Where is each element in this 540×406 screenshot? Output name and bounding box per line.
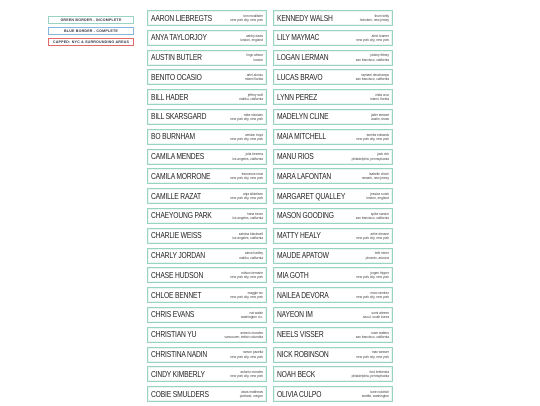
location-line-1: alexi kramer [371, 33, 389, 38]
location-line-2: seattle, washington [361, 394, 389, 399]
location-line-2: malibu, california [239, 255, 263, 260]
location-line-2: new york city, new york [356, 295, 389, 300]
location-line-1: antonio morales [240, 330, 263, 335]
character-location [356, 350, 389, 358]
character-location [356, 291, 389, 299]
character-name: ANYA TAYLORJOY [151, 33, 207, 43]
location-line-2: new york city, new york [230, 275, 263, 280]
location-line-2: philadelphia, pennsylvania [351, 156, 389, 161]
character-card[interactable] [147, 89, 267, 105]
location-line-1: weston boyd [245, 132, 263, 137]
character-location [360, 14, 389, 22]
character-name: NAYEON IM [277, 310, 313, 320]
character-name: MIA GOTH [277, 270, 309, 280]
location-line-1: marc ramirez [370, 290, 389, 295]
character-location [241, 311, 263, 319]
character-name: BENITO OCASIO [151, 72, 202, 82]
character-name: MANU RIOS [277, 152, 314, 162]
character-location [362, 172, 389, 180]
character-location [232, 232, 263, 240]
location-line-2: san francisco, california [355, 77, 389, 82]
character-location [225, 331, 263, 339]
location-line-2: london, england [366, 196, 389, 201]
character-name: MAIA MITCHELL [277, 132, 326, 142]
character-card[interactable] [147, 149, 267, 165]
card-column-right [273, 10, 393, 406]
location-line-2: san francisco, california [355, 334, 389, 339]
character-name: LILY MAYMAC [277, 33, 320, 43]
character-card[interactable] [147, 327, 267, 343]
location-line-1: lingo wilson [246, 53, 263, 58]
character-location [230, 14, 263, 22]
location-line-1: rowe walters [371, 330, 389, 335]
character-location [356, 212, 389, 220]
character-location [239, 93, 263, 101]
character-name: CHRIS EVANS [151, 310, 195, 320]
location-line-1: maggie wu [247, 290, 263, 295]
character-name: CAMILA MENDES [151, 152, 205, 162]
location-line-1: raphael deschamps [361, 73, 389, 78]
character-location [230, 271, 263, 279]
location-line-2: phoenix, arizona [365, 255, 389, 260]
character-name: LUCAS BRAVO [277, 72, 323, 82]
character-card[interactable] [273, 208, 393, 224]
character-location [356, 232, 389, 240]
location-line-1: jeffrey wolf [247, 92, 263, 97]
character-name: MATTY HEALY [277, 231, 321, 241]
character-name: CAMILLE RAZAT [151, 191, 201, 201]
character-name: MADELYN CLINE [277, 112, 329, 122]
location-line-1: izzie roddrich [370, 389, 389, 394]
location-line-1: antonio morales [240, 370, 263, 375]
character-name: CHLOE BENNET [151, 290, 202, 300]
character-card[interactable] [273, 168, 393, 184]
character-card[interactable] [273, 347, 393, 363]
character-location [356, 73, 389, 81]
location-line-2: miami, florida [370, 97, 389, 102]
location-line-1: isabelle clinch [369, 172, 389, 177]
location-line-2: san francisco, california [355, 215, 389, 220]
character-name: CINDY KIMBERLY [151, 369, 205, 379]
character-name: NOAH BECK [277, 369, 316, 379]
location-line-2: vancouver, british columbia [224, 334, 263, 339]
location-line-1: jessica roush [370, 191, 389, 196]
character-card[interactable] [147, 287, 267, 303]
character-card[interactable] [273, 287, 393, 303]
character-location [366, 192, 389, 200]
character-location [356, 133, 389, 141]
character-card[interactable] [147, 168, 267, 184]
character-card[interactable] [147, 129, 267, 145]
location-line-2: new york city, new york [230, 295, 263, 300]
character-name: BILL HADER [151, 92, 189, 102]
character-card[interactable] [147, 109, 267, 125]
character-location [230, 192, 263, 200]
character-name: AARON LIEBREGTS [151, 13, 212, 23]
character-name: LOGAN LERMAN [277, 53, 329, 63]
character-location [370, 93, 389, 101]
character-location [232, 212, 263, 220]
character-card[interactable] [273, 228, 393, 244]
location-line-2: san francisco, california [355, 57, 389, 62]
character-card[interactable] [273, 386, 393, 402]
character-card[interactable] [147, 366, 267, 382]
character-card[interactable] [273, 109, 393, 125]
character-name: MASON GOODING [277, 211, 334, 221]
legend-red-capped: CAPPED: NYC & SURROUNDING AREAS [48, 38, 134, 46]
character-card[interactable] [273, 69, 393, 85]
character-name: NEELS VISSER [277, 330, 324, 340]
location-line-2: malibu, california [239, 97, 263, 102]
character-card[interactable] [273, 327, 393, 343]
location-line-1: sumi ahreen [371, 310, 389, 315]
character-card[interactable] [273, 149, 393, 165]
character-card[interactable] [273, 129, 393, 145]
location-line-2: new york city, new york [230, 136, 263, 141]
location-line-1: anja sikkelsen [242, 191, 263, 196]
character-card[interactable] [147, 307, 267, 323]
character-name: COBIE SMULDERS [151, 389, 209, 399]
character-location [230, 133, 263, 141]
location-line-2: new york city, new york [356, 37, 389, 42]
location-line-2: miami florida [244, 77, 263, 82]
character-location [371, 113, 389, 121]
location-line-1: tom mcallister [243, 13, 263, 18]
character-card[interactable] [273, 267, 393, 283]
character-name: MARGARET QUALLEY [277, 191, 346, 201]
location-line-2: new york city, new york [230, 354, 263, 359]
character-location [239, 251, 263, 259]
location-line-2: los angeles, california [232, 156, 263, 161]
location-line-1: sabrina blackwell [238, 231, 263, 236]
location-line-2: london, england [240, 37, 263, 42]
location-line-2: new york city, new york [230, 176, 263, 181]
location-line-1: julia bezerra [245, 152, 263, 157]
character-name: NICK ROBINSON [277, 350, 329, 360]
character-location [362, 390, 389, 398]
character-card[interactable] [147, 69, 267, 85]
character-card[interactable] [273, 248, 393, 264]
character-location [240, 34, 263, 42]
location-line-2: washington d.c. [240, 314, 263, 319]
character-location [230, 350, 263, 358]
character-card[interactable] [273, 89, 393, 105]
character-card[interactable] [273, 188, 393, 204]
character-card[interactable] [273, 50, 393, 66]
character-name: CHARLY JORDAN [151, 251, 205, 261]
location-line-2: london [253, 57, 263, 62]
character-name: MARA LAFONTAN [277, 171, 332, 181]
location-line-1: ptokey fittney [370, 53, 389, 58]
location-line-2: philadelphia, pennsylvania [351, 374, 389, 379]
character-location [352, 152, 389, 160]
character-card[interactable] [147, 10, 267, 26]
character-card[interactable] [147, 208, 267, 224]
location-line-2: new york city, new york [230, 18, 263, 22]
character-location [356, 271, 389, 279]
character-name: CAMILA MORRONE [151, 171, 211, 181]
location-line-1: ramon pacella [242, 350, 263, 355]
location-line-2: new york city, new york [230, 196, 263, 201]
location-line-1: jaller stewart [371, 112, 389, 117]
character-card[interactable] [147, 267, 267, 283]
character-name: BILL SKARSGARD [151, 112, 207, 122]
location-line-1: jorgen fripper [370, 271, 389, 276]
location-line-1: nilda cruz [375, 92, 389, 97]
location-line-2: new york city, new york [356, 354, 389, 359]
legend [48, 16, 134, 49]
character-name: MAUDE APATOW [277, 251, 329, 261]
character-location [356, 53, 389, 61]
location-line-1: ashby davis [246, 33, 263, 38]
location-line-1: davis matthews [241, 389, 263, 394]
character-name: OLIVIA CULPO [277, 389, 322, 399]
location-line-1: mike nikolaev [243, 112, 263, 117]
character-name: NAILEA DEVORA [277, 290, 329, 300]
character-card[interactable] [147, 347, 267, 363]
location-line-1: amelia edwards [366, 132, 389, 137]
legend-green-incomplete: GREEN BORDER - INCOMPLETE [48, 16, 134, 24]
location-line-1: max weaver [371, 350, 389, 355]
location-line-2: austin, texas [371, 116, 389, 121]
location-line-2: seoul, south korea [362, 314, 389, 319]
character-name: CHRISTINA NADIN [151, 350, 208, 360]
character-name: KENNEDY WALSH [277, 13, 333, 23]
location-line-1: nat walsh [249, 310, 263, 315]
character-location [232, 152, 263, 160]
location-line-2: los angeles, california [232, 235, 263, 240]
character-card[interactable] [147, 248, 267, 264]
location-line-1: ariel alonso [246, 73, 263, 78]
location-line-1: thom kelly [374, 13, 389, 18]
character-location [230, 291, 263, 299]
character-name: CHRISTIAN YU [151, 330, 197, 340]
location-line-2: new york city, new york [356, 136, 389, 141]
character-card[interactable] [273, 10, 393, 26]
character-location [240, 390, 263, 398]
character-location [247, 53, 263, 61]
location-line-2: new york city, new york [356, 235, 389, 240]
location-line-2: new york city, new york [356, 275, 389, 280]
location-line-1: britt miner [374, 251, 389, 256]
location-line-2: portland, oregon [239, 394, 263, 399]
location-line-2: new york city, new york [230, 374, 263, 379]
character-location [230, 113, 263, 121]
location-line-2: new york city, new york [230, 116, 263, 121]
character-card[interactable] [147, 30, 267, 46]
character-location [230, 370, 263, 378]
character-location [356, 331, 389, 339]
location-line-1: francesca rossi [241, 172, 263, 177]
location-line-2: newark, new jersey [361, 176, 389, 181]
character-location [363, 311, 389, 319]
card-column-left [147, 10, 267, 406]
location-line-1: alexa hartley [244, 251, 263, 256]
character-location [245, 73, 263, 81]
location-line-1: arthe devane [370, 231, 389, 236]
legend-blue-complete: BLUE BORDER - COMPLETE [48, 27, 134, 35]
character-location [352, 370, 389, 378]
location-line-2: hoboken, new jersey [359, 18, 389, 22]
location-line-1: hana beom [247, 211, 263, 216]
character-card[interactable] [147, 228, 267, 244]
character-location [356, 34, 389, 42]
character-location [230, 172, 263, 180]
character-name: LYNN PEREZ [277, 92, 318, 102]
character-name: AUSTIN BUTLER [151, 53, 202, 63]
character-card[interactable] [147, 188, 267, 204]
character-name: BO BURNHAM [151, 132, 195, 142]
location-line-1: jack rich [377, 152, 389, 157]
location-line-1: edison kernahn [241, 271, 263, 276]
character-name: CHARLIE WEISS [151, 231, 202, 241]
location-line-2: los angeles, california [232, 215, 263, 220]
character-card[interactable] [147, 50, 267, 66]
character-card[interactable] [273, 366, 393, 382]
character-card[interactable] [147, 386, 267, 402]
character-card[interactable] [273, 30, 393, 46]
character-name: CHAEYOUNG PARK [151, 211, 212, 221]
character-card[interactable] [273, 307, 393, 323]
location-line-1: spike sandor [370, 211, 389, 216]
character-name: CHASE HUDSON [151, 270, 204, 280]
location-line-1: ford brekenka [369, 370, 389, 375]
character-location [366, 251, 389, 259]
